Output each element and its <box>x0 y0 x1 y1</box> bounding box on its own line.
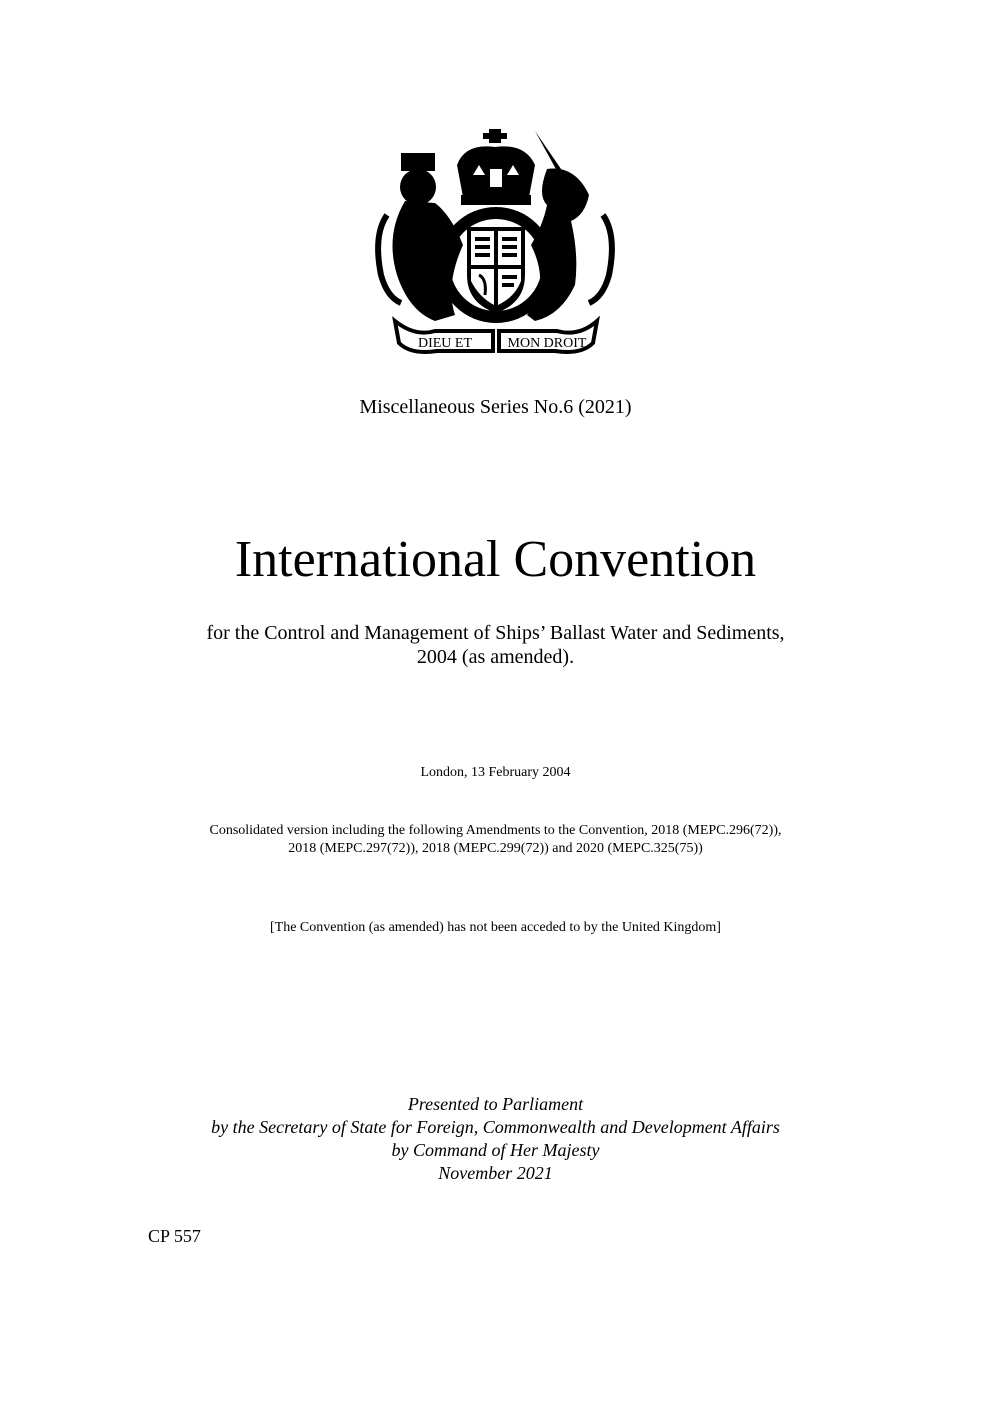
presentation-line: by the Secretary of State for Foreign, Commonwealth and Development Affairs <box>211 1117 780 1137</box>
subtitle-line: for the Control and Management of Ships’ Ballast Water and Sediments, <box>206 622 785 644</box>
royal-coat-of-arms-logo <box>375 125 617 365</box>
series-number: Miscellaneous Series No.6 (2021) <box>359 396 632 418</box>
document-subtitle <box>0 621 991 669</box>
consolidated-version-note <box>0 822 991 858</box>
command-paper-number: CP 557 <box>148 1226 201 1246</box>
accession-note: [The Convention (as amended) has not been acceded to by the United Kingdom] <box>270 920 721 935</box>
place-date: London, 13 February 2004 <box>420 765 571 780</box>
presentation-line: Presented to Parliament <box>407 1094 584 1114</box>
subtitle-line: 2004 (as amended). <box>416 646 575 668</box>
consolidated-line: Consolidated version including the following Amendments to the Convention, 2018 (MEPC.296(72)), <box>209 823 782 838</box>
document-title: International Convention <box>234 531 757 588</box>
presentation-statement <box>0 1093 991 1185</box>
svg-text:DIEU ET: DIEU ET <box>417 336 473 351</box>
svg-text:MON DROIT: MON DROIT <box>507 336 587 351</box>
consolidated-line: 2018 (MEPC.297(72)), 2018 (MEPC.299(72)) and 2020 (MEPC.325(75)) <box>288 841 703 856</box>
presentation-line: November 2021 <box>438 1163 553 1183</box>
presentation-line: by Command of Her Majesty <box>391 1140 600 1160</box>
